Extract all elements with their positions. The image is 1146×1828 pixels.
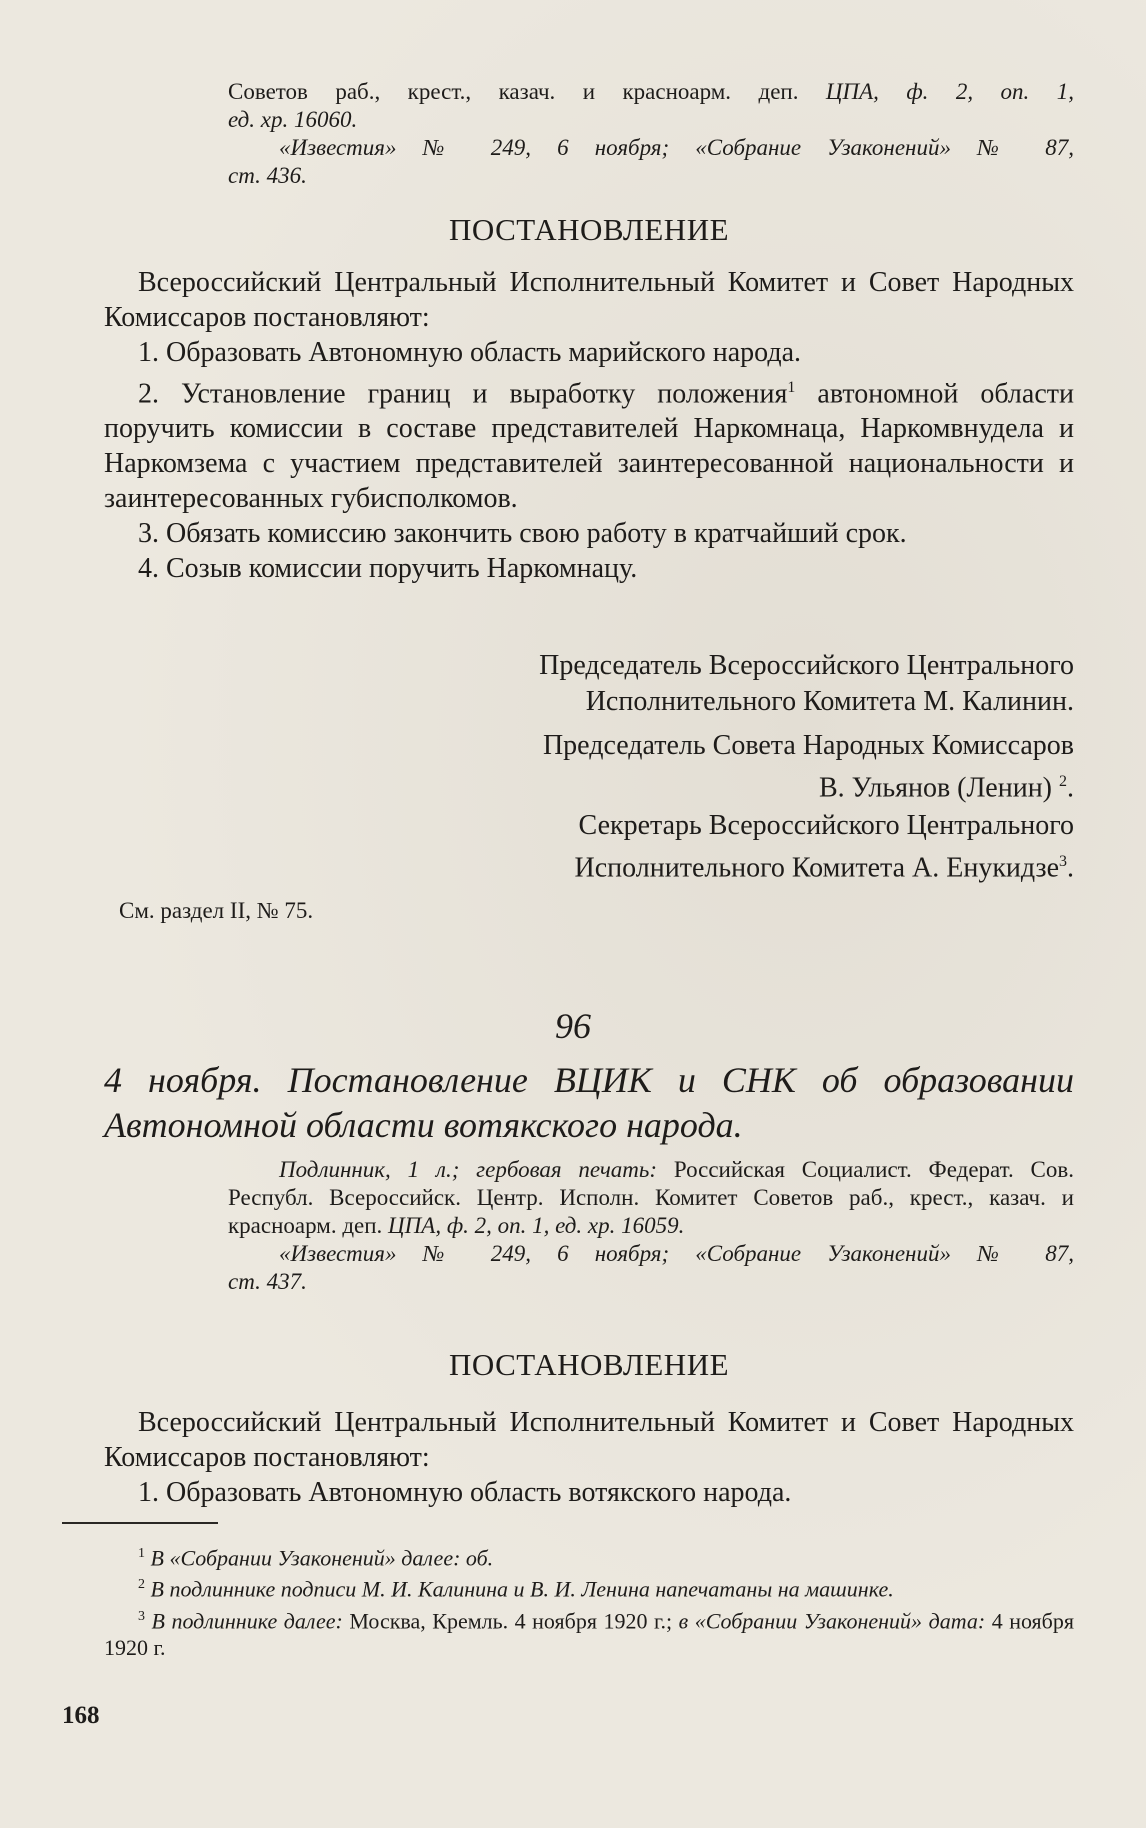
publication-article: ст. 437. <box>228 1269 307 1294</box>
document-number: 96 <box>555 1006 591 1046</box>
document-source-note <box>104 1156 1074 1296</box>
decree-item-4: 4. Созыв комиссии поручить Наркомнацу. <box>138 553 638 585</box>
decree-intro: Всероссийский Центральный Исполнительный Комитет и Совет Народных Комиссаров постановляют: <box>104 267 1074 333</box>
footnote-text: В «Собрании Узаконений» далее: об. <box>150 1545 494 1571</box>
source-line-4 <box>104 162 1074 190</box>
source-original <box>104 1156 1074 1240</box>
footnote-mark: 3 <box>138 1608 145 1624</box>
footnote-text: В подлиннике далее: <box>151 1607 343 1633</box>
signature-title: Председатель Совета Народных Комиссаров <box>542 730 1074 761</box>
source-line-1 <box>104 78 1074 106</box>
footnote-text: в «Собрании Узаконений» дата: <box>678 1607 986 1633</box>
signature-name-text: Исполнительного Комитета А. Енукидзе <box>574 852 1059 884</box>
see-also-note: См. раздел II, № 75. <box>119 898 314 923</box>
footnote-text-plain: 4 ноября 1920 г. <box>104 1607 1074 1660</box>
archive-unit: ед. хр. 16060. <box>228 107 358 132</box>
source-label: Подлинник, 1 л.; гербовая печать: <box>279 1157 658 1182</box>
publication-reference: «Известия» № 249, 6 ноября; «Собрание Узаконений» № 87, <box>279 135 1074 160</box>
footnote-ref: 1 <box>787 379 796 396</box>
footnote-text: В подлиннике подписи М. И. Калинина и В. И. Ленина напечатаны на машинке. <box>150 1576 894 1602</box>
footnote-mark: 1 <box>138 1546 145 1561</box>
source-publication <box>104 1240 1074 1268</box>
signature-title: Председатель Всероссийского Центрального <box>539 650 1074 681</box>
document-title: 4 ноября. Постановление ВЦИК и СНК об образовании Автономной области вотякского народа. <box>104 1060 1074 1145</box>
decree-item-2-text: 2. Установление границ и выработку положения <box>138 378 788 410</box>
page-number: 168 <box>62 1702 100 1729</box>
decree-item-3: 3. Обязать комиссию закончить свою работу в кратчайший срок. <box>138 518 907 550</box>
decree-heading: ПОСТАНОВЛЕНИЕ <box>448 212 730 247</box>
source-line-2 <box>104 106 1074 134</box>
decree-item-1: 1. Образовать Автономную область марийского народа. <box>138 337 802 368</box>
source-publication-article <box>104 1268 1074 1296</box>
decree-item-2-text-cont: автономной области поручить комиссии в составе представителей Наркомнаца, Наркомвнудела и Наркомзема с участием представителей заинтересованной национальности и заинтересованных губисполкомов. <box>104 378 1074 515</box>
footnotes <box>104 1540 1074 1661</box>
footnote-2 <box>104 1571 1074 1602</box>
decree-body <box>104 265 1074 586</box>
signature-lenin <box>543 728 1074 806</box>
footnote-mark: 2 <box>138 1577 145 1593</box>
footnote-divider <box>62 1522 218 1524</box>
source-line-3 <box>104 134 1074 162</box>
signature-name-text: В. Ульянов (Ленин) <box>819 772 1052 804</box>
signature-kalinin <box>539 648 1074 720</box>
decree-heading: ПОСТАНОВЛЕНИЕ <box>448 1347 730 1382</box>
signature-title: Секретарь Всероссийского Центрального <box>578 810 1074 841</box>
footnote-3 <box>104 1603 1074 1661</box>
decree-item-2 <box>104 370 1074 516</box>
publication-article: ст. 436. <box>228 163 307 188</box>
source-text: Советов раб., крест., казач. и красноарм. деп. <box>228 79 826 104</box>
signature-name: Исполнительного Комитета А. Енукидзе$^3$. <box>574 852 1074 884</box>
footnote-ref: 2 <box>1059 773 1067 790</box>
footnote-text-plain: Москва, Кремль. 4 ноября 1920 г.; <box>342 1607 679 1633</box>
signature-name: В. Ульянов (Ленин) $^2$. <box>819 772 1074 804</box>
decree-intro: Всероссийский Центральный Исполнительный Комитет и Совет Народных Комиссаров постановляют: <box>104 1407 1074 1473</box>
signature-enukidze <box>575 808 1074 886</box>
decree-body <box>104 1405 1074 1510</box>
seal-text: Российская Социалист. Федерат. Сов. Республ. Всероссийск. Центр. Исполн. Комитет Советов раб., крест., казач. и красноарм. деп. <box>228 1157 1074 1238</box>
archive-reference: ЦПА, ф. 2, оп. 1, <box>825 79 1074 104</box>
archive-reference: ЦПА, ф. 2, оп. 1, ед. хр. 16059. <box>388 1213 685 1238</box>
previous-source-note <box>104 78 1074 190</box>
footnote-1 <box>104 1540 1074 1571</box>
decree-item-1: 1. Образовать Автономную область вотякского народа. <box>138 1477 792 1508</box>
publication-reference: «Известия» № 249, 6 ноября; «Собрание Узаконений» № 87, <box>279 1241 1074 1266</box>
signature-name: Исполнительного Комитета М. Калинин. <box>585 686 1074 717</box>
footnote-ref: 3 <box>1059 853 1067 870</box>
